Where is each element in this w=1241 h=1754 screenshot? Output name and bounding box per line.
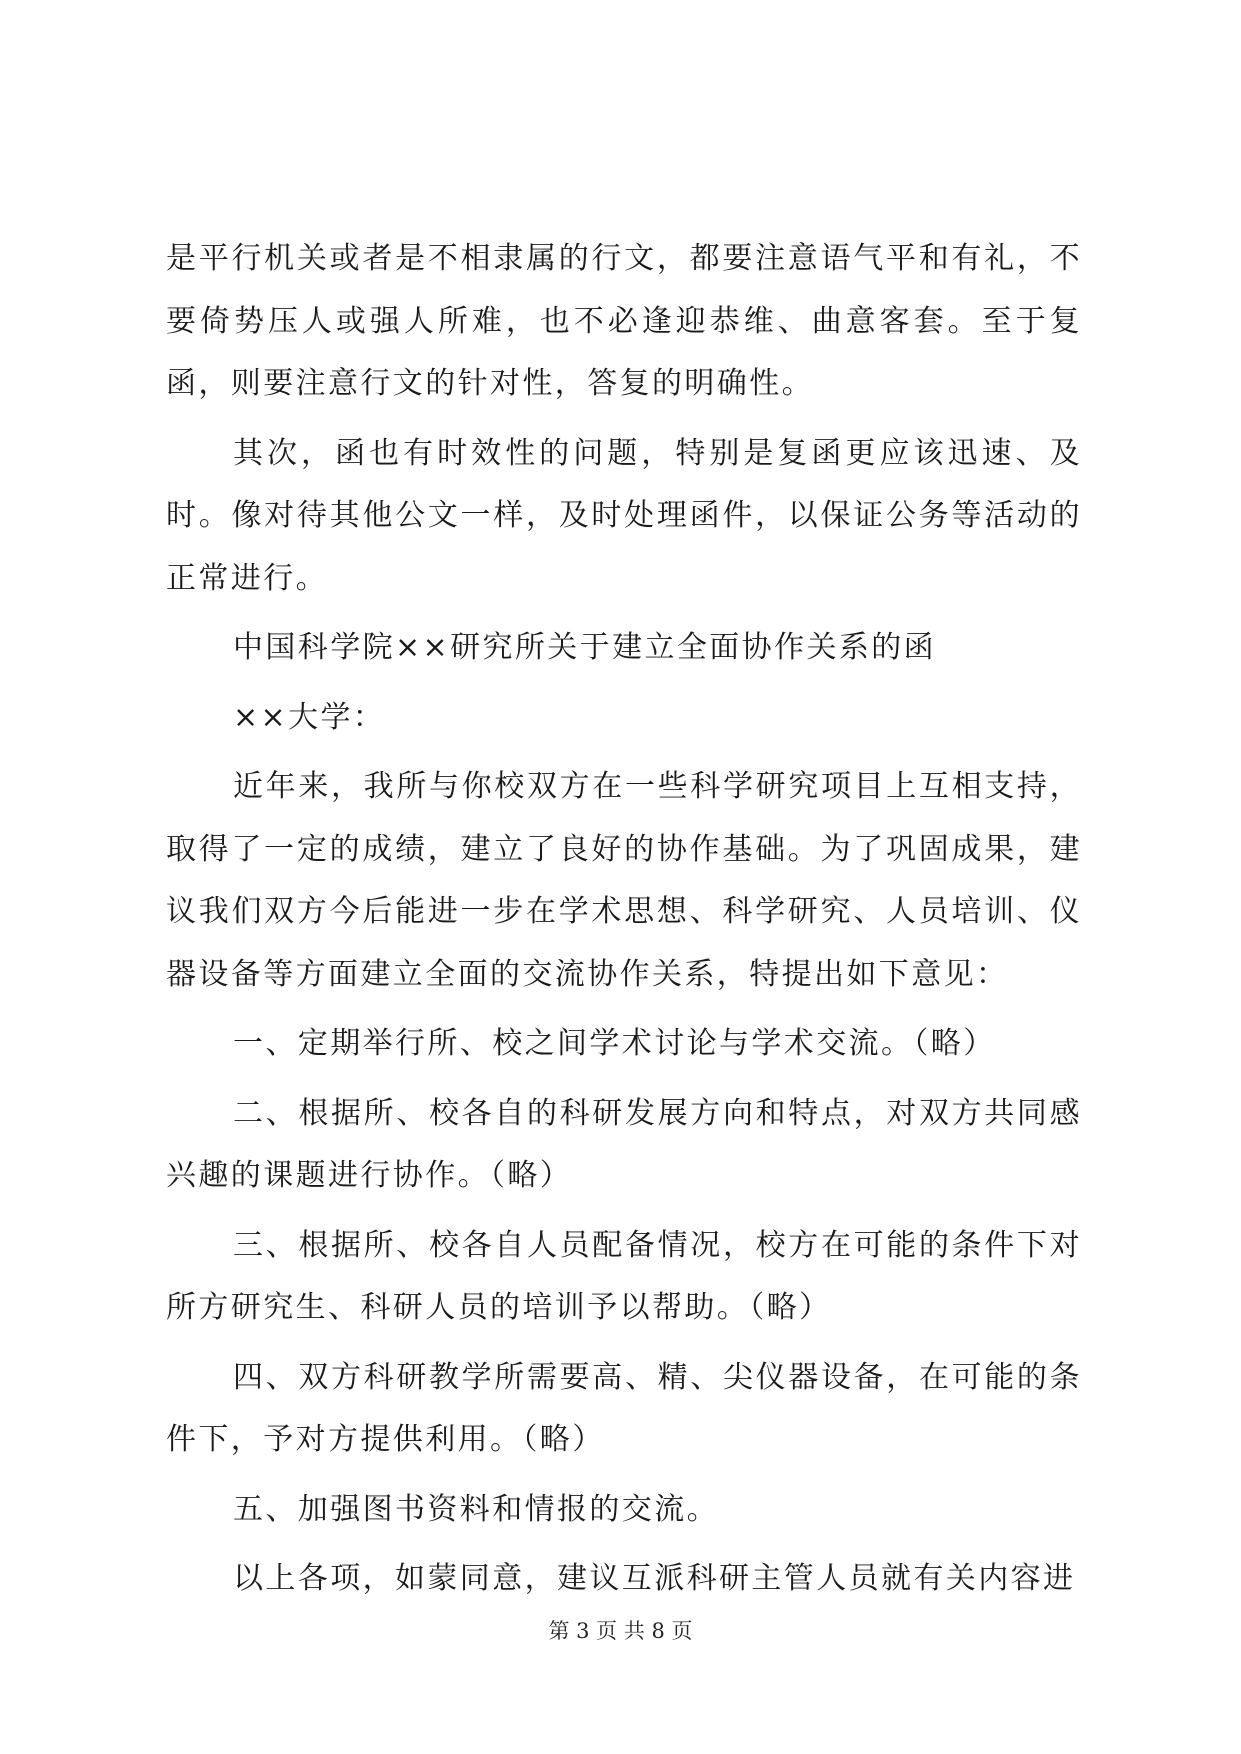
page-footer [0,1616,1241,1646]
paragraph-closing: 以上各项，如蒙同意，建议互派科研主管人员就有关内容进 [233,1561,1076,1596]
paragraph-2: 其次，函也有时效性的问题，特别是复函更应该迅速、及时。像对待其他公文一样，及时处理函件，以保证公务等活动的正常进行。 [166,435,1082,596]
list-item-4: 四、双方科研教学所需要高、精、尖仪器设备，在可能的条件下，予对方提供利用。（略） [166,1359,1082,1457]
document-body [166,228,1082,1618]
paragraph-1: 是平行机关或者是不相隶属的行文，都要注意语气平和有礼，不要倚势压人或强人所难，也不必逢迎恭维、曲意客套。至于复函，则要注意行文的针对性，答复的明确性。 [166,241,1082,401]
page-number-label: 第 3 页 共 8 页 [548,1619,693,1643]
list-item-3: 三、根据所、校各自人员配备情况，校方在可能的条件下对所方研究生、科研人员的培训予以帮助。（略） [166,1227,1082,1325]
letter-title: 中国科学院××研究所关于建立全面协作关系的函 [233,630,937,665]
list-item-1: 一、定期举行所、校之间学术讨论与学术交流。（略） [233,1026,996,1061]
list-item-2: 二、根据所、校各自的科研发展方向和特点，对双方共同感兴趣的课题进行协作。（略） [166,1095,1082,1193]
paragraph-intro: 近年来，我所与你校双方在一些科学研究项目上互相支持，取得了一定的成绩，建立了良好的协作基础。为了巩固成果，建议我们双方今后能进一步在学术思想、科学研究、人员培训、仪器设备等方面建立全面的交流协作关系，特提出如下意见： [166,769,1082,992]
letter-salutation: ××大学： [233,699,386,735]
list-item-5: 五、加强图书资料和情报的交流。 [233,1491,719,1527]
